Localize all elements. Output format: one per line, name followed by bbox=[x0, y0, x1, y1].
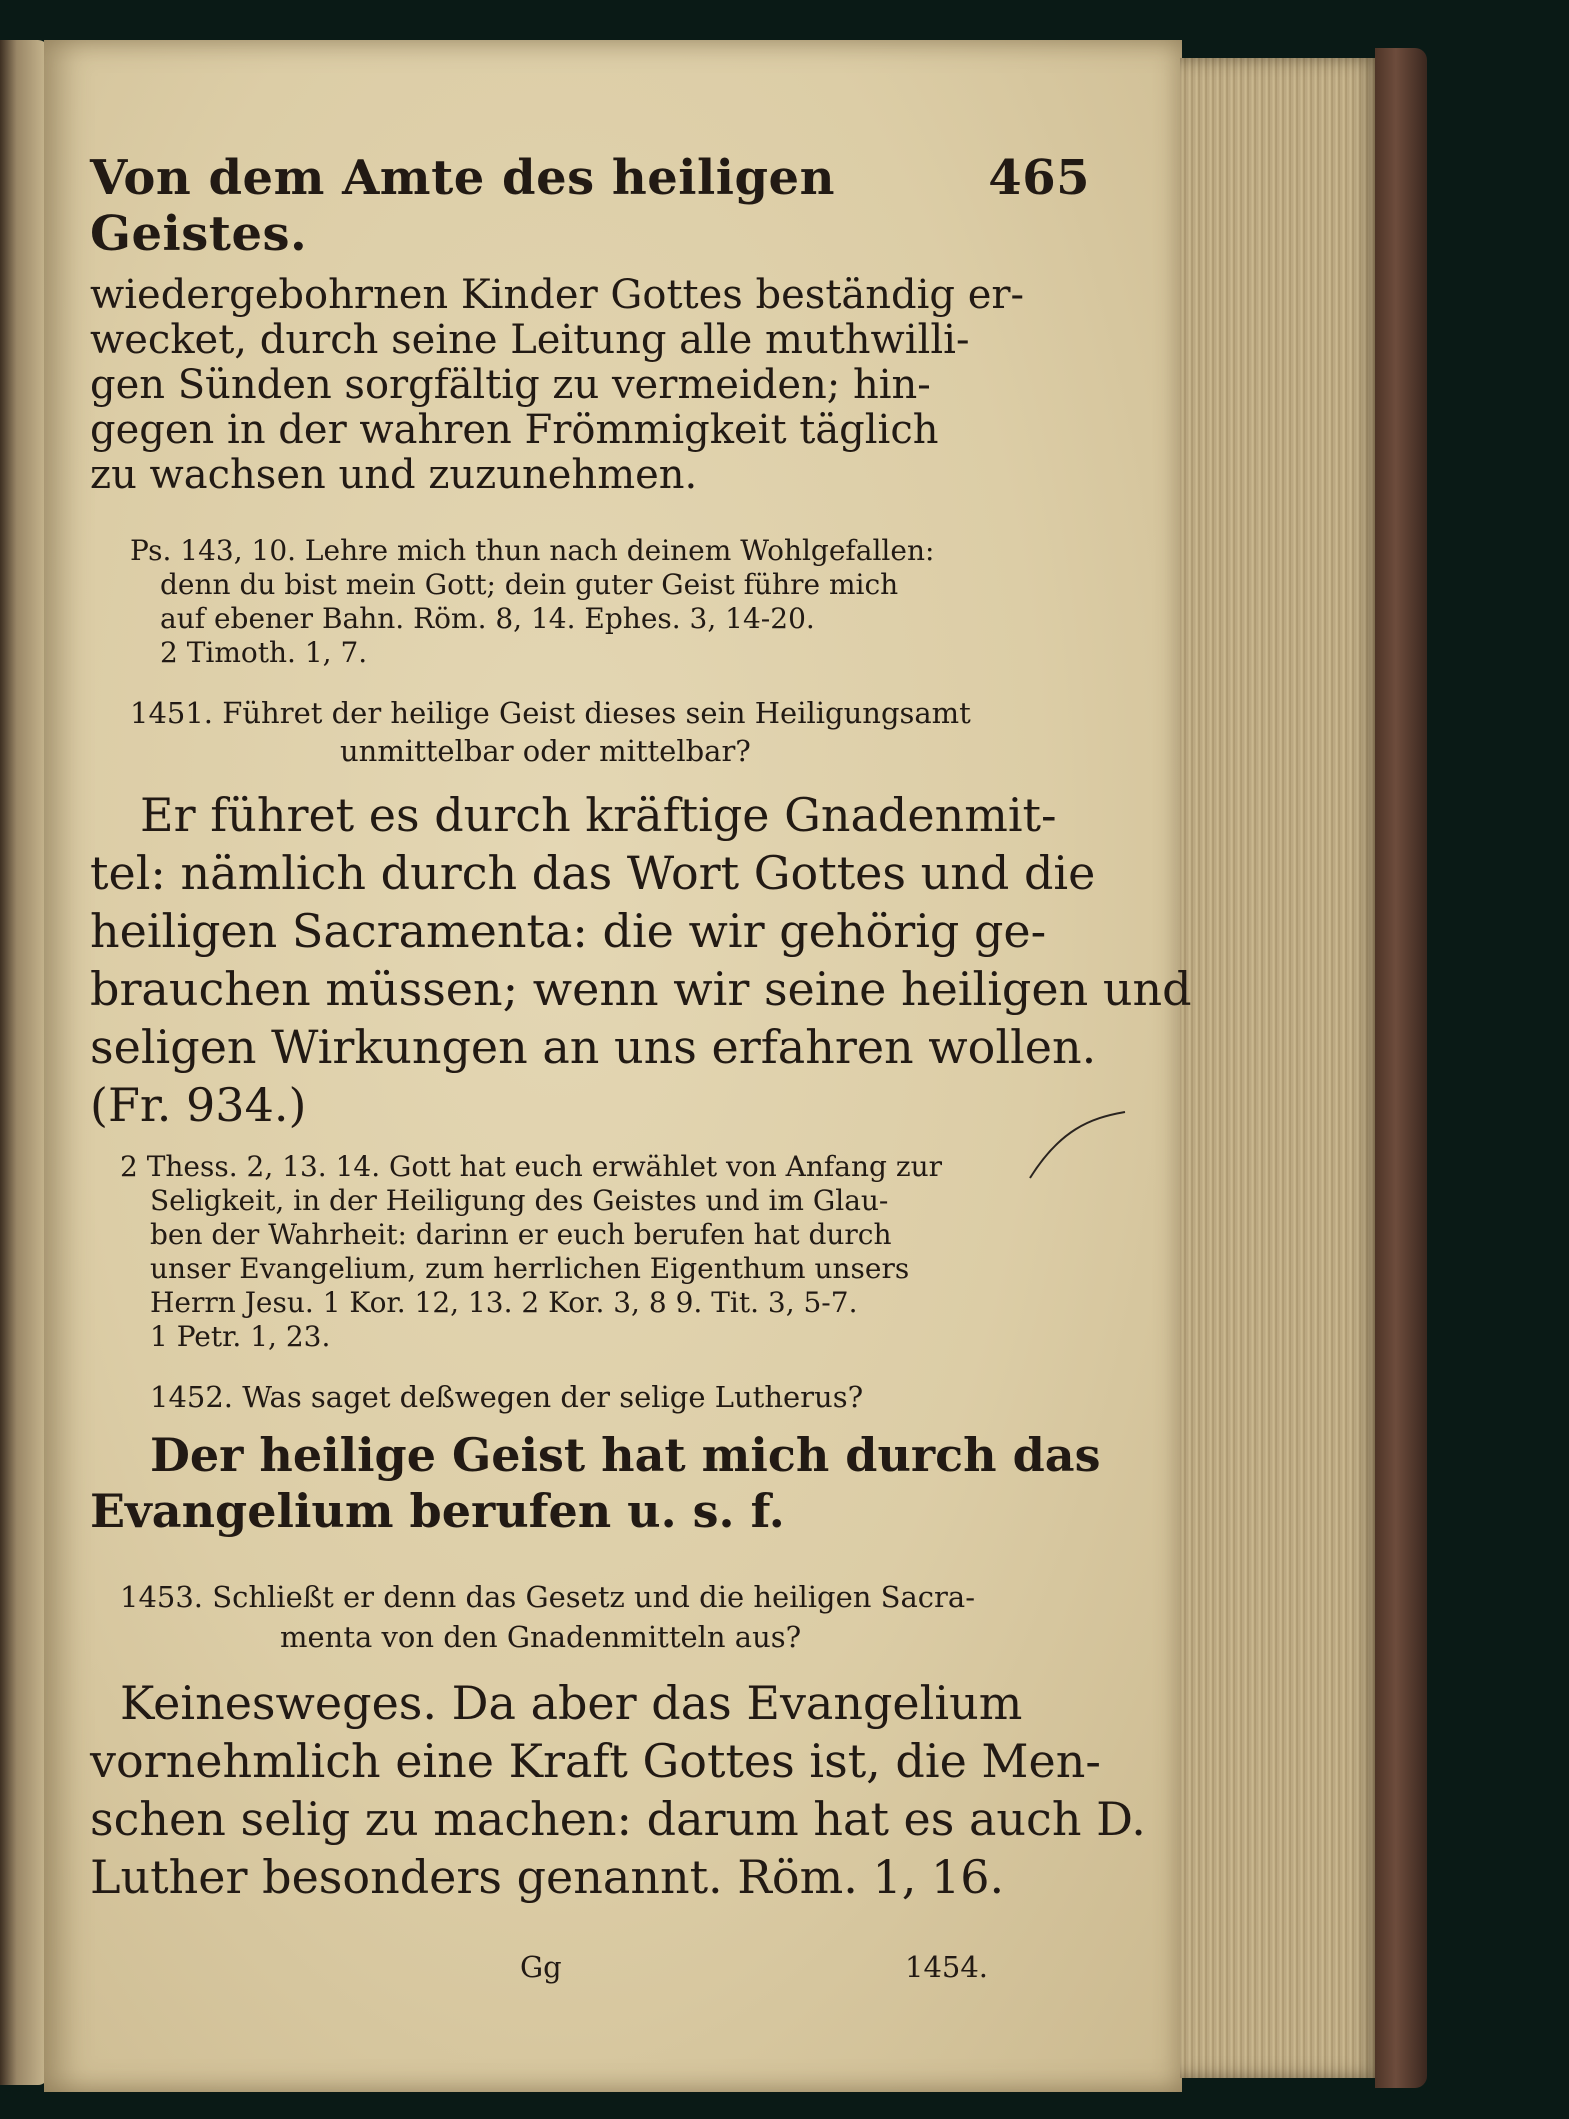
running-title: Von dem Amte des heiligen Geistes. bbox=[90, 150, 835, 262]
answer-line: Evangelium berufen u. s. f. bbox=[90, 1484, 785, 1538]
reference-line: Herrn Jesu. 1 Kor. 12, 13. 2 Kor. 3, 8 9. Tit. 3, 5-7. bbox=[150, 1286, 858, 1319]
answer-line: tel: nämlich durch das Wort Gottes und die bbox=[90, 846, 1096, 900]
reference-line: 2 Timoth. 1, 7. bbox=[160, 636, 368, 669]
book-cover-edge bbox=[1375, 48, 1427, 2088]
answer-line: brauchen müssen; wenn wir seine heiligen und bbox=[90, 962, 1192, 1016]
reference-line: denn du bist mein Gott; dein guter Geist führe mich bbox=[160, 568, 899, 601]
text-line: wecket, durch seine Leitung alle muthwilli- bbox=[90, 317, 970, 363]
answer-line: Luther besonders genannt. Röm. 1, 16. bbox=[90, 1850, 1005, 1904]
reference-line: Seligkeit, in der Heiligung des Geistes und im Glau- bbox=[150, 1184, 889, 1217]
text-line: gegen in der wahren Frömmigkeit täglich bbox=[90, 407, 939, 453]
page-number: 465 bbox=[988, 150, 1090, 206]
answer-line: seligen Wirkungen an uns erfahren wollen. bbox=[90, 1020, 1097, 1074]
answer-line: Er führet es durch kräftige Gnadenmit- bbox=[140, 788, 1057, 842]
previous-page-edge bbox=[0, 40, 48, 2085]
reference-line: auf ebener Bahn. Röm. 8, 14. Ephes. 3, 14-20. bbox=[160, 602, 815, 635]
question-line: menta von den Gnadenmitteln aus? bbox=[280, 1620, 802, 1654]
question-line: 1451. Führet der heilige Geist dieses sein Heiligungsamt bbox=[130, 696, 971, 730]
answer-line: Keinesweges. Da aber das Evangelium bbox=[120, 1676, 1023, 1730]
question-line: 1453. Schließt er denn das Gesetz und die heiligen Sacra- bbox=[120, 1580, 975, 1614]
answer-line: Der heilige Geist hat mich durch das bbox=[150, 1428, 1101, 1482]
signature-mark: Gg bbox=[520, 1950, 562, 1984]
reference-line: 2 Thess. 2, 13. 14. Gott hat euch erwählet von Anfang zur bbox=[120, 1150, 943, 1183]
text-line: wiedergebohrnen Kinder Gottes beständig er- bbox=[90, 272, 1025, 318]
question-line: unmittelbar oder mittelbar? bbox=[340, 734, 751, 768]
text-line: zu wachsen und zuzunehmen. bbox=[90, 452, 698, 498]
text-line: gen Sünden sorgfältig zu vermeiden; hin- bbox=[90, 362, 931, 408]
reference-line: Ps. 143, 10. Lehre mich thun nach deinem Wohlgefallen: bbox=[130, 534, 935, 567]
running-header bbox=[90, 150, 1090, 262]
reference-line: ben der Wahrheit: darinn er euch berufen hat durch bbox=[150, 1218, 892, 1251]
answer-line: (Fr. 934.) bbox=[90, 1078, 307, 1132]
reference-line: 1 Petr. 1, 23. bbox=[150, 1320, 331, 1353]
catchword: 1454. bbox=[905, 1950, 989, 1984]
page-block-edge bbox=[1180, 58, 1380, 2078]
reference-line: unser Evangelium, zum herrlichen Eigenthum unsers bbox=[150, 1252, 910, 1285]
question-line: 1452. Was saget deßwegen der selige Lutherus? bbox=[150, 1380, 864, 1414]
answer-line: vornehmlich eine Kraft Gottes ist, die Men- bbox=[90, 1734, 1101, 1788]
pencil-mark bbox=[1020, 1100, 1140, 1180]
answer-line: schen selig zu machen: darum hat es auch D. bbox=[90, 1792, 1146, 1846]
answer-line: heiligen Sacramenta: die wir gehörig ge- bbox=[90, 904, 1047, 958]
